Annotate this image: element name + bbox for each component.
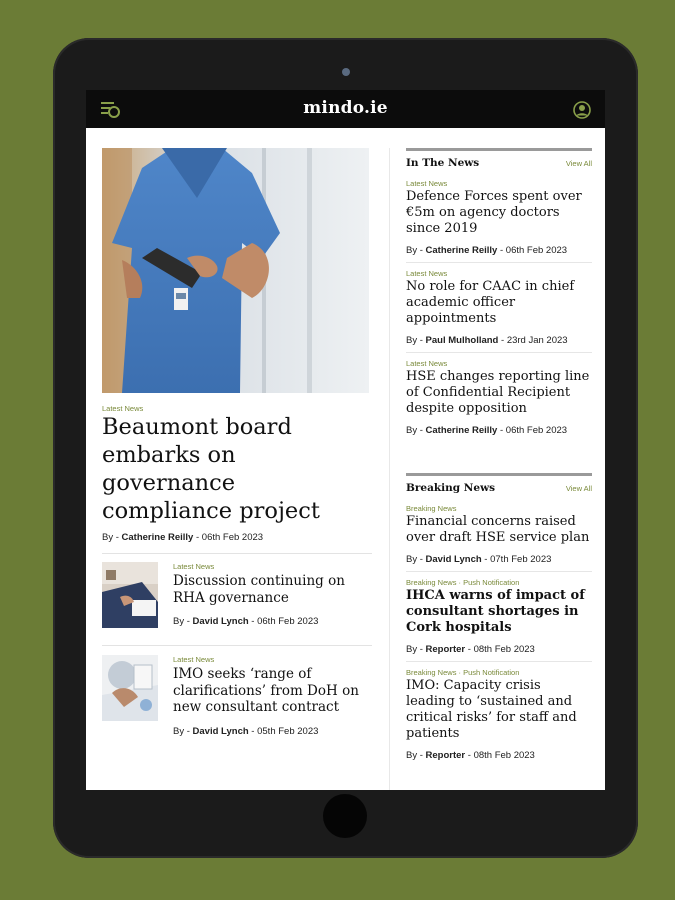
news-item-tag[interactable]: Latest News — [406, 359, 448, 368]
byline-prefix: By - — [173, 616, 193, 627]
news-item-byline — [406, 554, 592, 565]
divider — [102, 645, 372, 646]
news-item-tag[interactable]: Latest News — [406, 269, 448, 278]
brand-logo[interactable]: mindo.ie — [303, 98, 388, 118]
news-item[interactable] — [406, 662, 592, 767]
news-item-title[interactable]: HSE changes reporting line of Confidential Recipient despite opposition — [406, 369, 590, 416]
list-item-byline — [173, 726, 373, 737]
news-item-author[interactable]: Paul Mulholland — [425, 335, 499, 346]
news-item-byline — [406, 245, 592, 256]
list-item-author[interactable]: David Lynch — [192, 725, 249, 737]
news-item-author[interactable]: David Lynch — [425, 554, 482, 565]
news-item-date: - 06th Feb 2023 — [497, 245, 568, 256]
news-item-byline — [406, 644, 592, 655]
news-item[interactable] — [406, 169, 592, 263]
news-item-title[interactable]: Defence Forces spent over €5m on agency doctors since 2019 — [406, 189, 582, 236]
list-item-byline — [173, 616, 373, 627]
article-thumbnail[interactable] — [102, 562, 158, 628]
in-the-news-section — [406, 148, 592, 442]
byline-prefix: By - — [173, 725, 193, 737]
news-item-author[interactable]: Catherine Reilly — [425, 245, 498, 256]
news-item-tag[interactable]: Breaking News — [406, 504, 457, 513]
column-divider — [389, 148, 390, 790]
byline-prefix: By - — [406, 554, 426, 565]
news-item-author[interactable]: Catherine Reilly — [425, 425, 498, 436]
view-all-link[interactable]: View All — [565, 484, 592, 493]
news-item-date: - 07th Feb 2023 — [481, 554, 552, 565]
tablet-frame — [53, 38, 638, 858]
news-item-tag[interactable]: Latest News — [406, 179, 448, 188]
news-item-author[interactable]: Reporter — [425, 750, 466, 761]
section-header — [406, 482, 592, 494]
news-item-title[interactable]: IMO: Capacity crisis leading to ‘sustained and critical risks’ for staff and patients — [406, 678, 577, 741]
list-item-date: - 06th Feb 2023 — [248, 616, 319, 627]
news-item-date: - 23rd Jan 2023 — [498, 335, 568, 346]
byline-prefix: By - — [406, 335, 426, 346]
section-title: In The News — [406, 157, 480, 169]
news-item-byline — [406, 425, 592, 436]
byline-prefix: By - — [406, 644, 426, 655]
news-item-title[interactable]: No role for CAAC in chief academic officer appointments — [406, 279, 575, 326]
section-rule — [406, 473, 592, 476]
list-item[interactable] — [102, 655, 372, 737]
news-item-title[interactable]: Financial concerns raised over draft HSE service plan — [406, 514, 590, 545]
list-item-text — [173, 655, 373, 737]
app-screen — [86, 90, 605, 790]
news-item-author[interactable]: Reporter — [425, 644, 466, 655]
article-thumbnail[interactable] — [102, 655, 158, 721]
home-button[interactable] — [323, 794, 367, 838]
list-item-tag[interactable]: Latest News — [173, 562, 215, 571]
news-item-byline — [406, 750, 592, 761]
news-item-date: - 08th Feb 2023 — [465, 644, 535, 655]
list-item[interactable] — [102, 562, 372, 632]
view-all-link[interactable]: View All — [565, 159, 592, 168]
list-item-tag[interactable]: Latest News — [173, 655, 215, 664]
news-item[interactable] — [406, 263, 592, 353]
divider — [102, 553, 372, 554]
featured-headline[interactable]: Beaumont board embarks on governance compliance project — [102, 414, 320, 524]
featured-author[interactable]: Catherine Reilly — [121, 532, 194, 543]
news-item[interactable] — [406, 572, 592, 662]
news-item-date: - 06th Feb 2023 — [497, 425, 568, 436]
user-account-icon[interactable] — [573, 101, 591, 119]
featured-image[interactable] — [102, 148, 369, 393]
byline-prefix: By - — [406, 245, 426, 256]
featured-date: - 06th Feb 2023 — [193, 532, 264, 543]
list-item-title[interactable]: Discussion continuing on RHA governance — [173, 573, 345, 606]
section-rule — [406, 148, 592, 151]
nurse-photo — [102, 148, 369, 393]
section-title: Breaking News — [406, 482, 496, 494]
news-item-byline — [406, 335, 592, 346]
list-item-date: - 05th Feb 2023 — [248, 725, 319, 737]
byline-prefix: By - — [406, 750, 426, 761]
list-item-text — [173, 562, 373, 627]
byline-prefix: By - — [102, 532, 122, 543]
news-item-date: - 08th Feb 2023 — [465, 750, 535, 761]
top-bar — [86, 90, 605, 128]
section-header — [406, 157, 592, 169]
breaking-news-section — [406, 473, 592, 767]
featured-byline — [102, 532, 263, 543]
news-item-title[interactable]: IHCA warns of impact of consultant shortages in Cork hospitals — [406, 588, 585, 635]
list-item-title[interactable]: IMO seeks ‘range of clarifications’ from DoH on new consultant contract — [173, 666, 359, 715]
news-item-tag[interactable]: Breaking News · Push Notification — [406, 578, 520, 587]
news-item[interactable] — [406, 494, 592, 572]
byline-prefix: By - — [406, 425, 426, 436]
camera-dot — [342, 68, 350, 76]
news-item[interactable] — [406, 353, 592, 442]
featured-tag[interactable]: Latest News — [102, 404, 144, 413]
list-item-author[interactable]: David Lynch — [192, 616, 249, 627]
news-item-tag[interactable]: Breaking News · Push Notification — [406, 668, 520, 677]
